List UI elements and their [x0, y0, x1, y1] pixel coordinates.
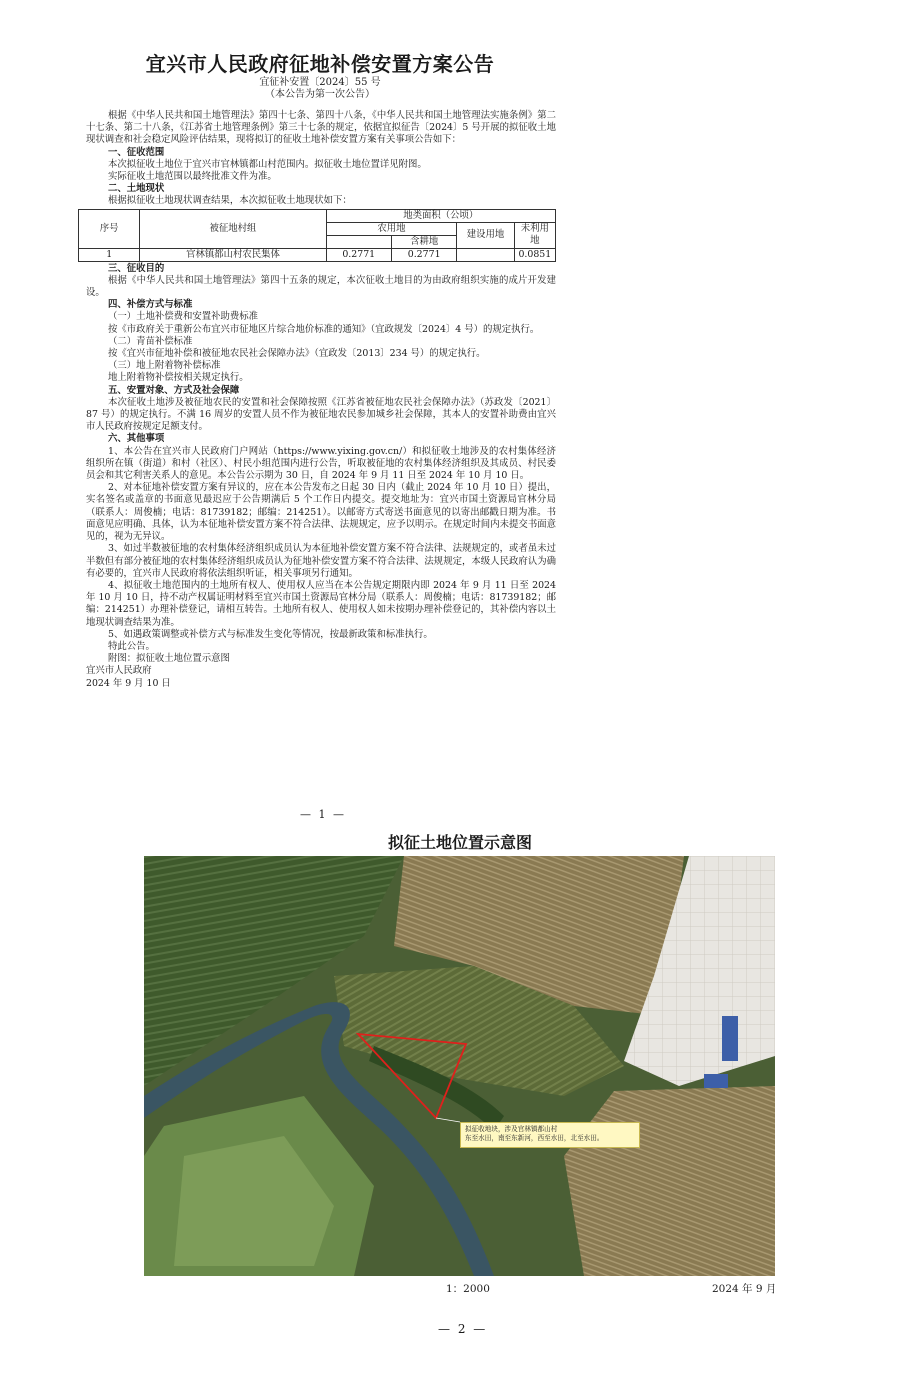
callout-line-1: 拟征收地块，涉及官林镇都山村 — [465, 1125, 558, 1133]
attachment-text: 附图：拟征收土地位置示意图 — [108, 653, 230, 665]
announcement-body — [86, 110, 556, 690]
map-date: 2024 年 9 月 — [712, 1283, 777, 1295]
map-scale: 1：2000 — [446, 1283, 490, 1295]
section-3-paragraph: 根据《中华人民共和国土地管理法》第四十五条的规定，本次征收土地目的为由政府组织实施的成片开发建设。 — [86, 274, 556, 299]
table-header-area: 地类面积（公顷） — [326, 209, 555, 222]
table-header-arable: 含耕地 — [391, 235, 456, 248]
document-number: 宜征补安置〔2024〕55 号 — [259, 77, 381, 88]
section-2-heading: 二、土地现状 — [108, 183, 165, 195]
table-cell-no: 1 — [79, 248, 140, 261]
signature-org: 宜兴市人民政府 — [86, 665, 152, 677]
section-5-paragraph: 本次征收土地涉及被征地农民的安置和社会保障按照《江苏省被征地农民社会保障办法》（苏政发〔2021〕87 号）的规定执行。不满 16 周岁的安置人员不作为被征地农民参加城乡社会保障，其本人的安置补助费由宜兴市人民政府按规定足额支付。 — [86, 396, 556, 433]
section-6-paragraph: 4、拟征收土地范围内的土地所有权人、使用权人应当在本公告规定期限内即 2024 年 9 月 11 日至 2024 年 10 月 10 日，持不动产权属证明材料至宜兴市国土资源局官林分局（联系人：周俊楠；电话：81739182；邮编：214251）办理补偿登记，请相互转告。土地所有权人、使用权人如未按期办理补偿登记的，其补偿内容以土地现状调查结果为准。 — [86, 579, 556, 628]
signature-date: 2024 年 9 月 10 日 — [86, 677, 171, 689]
map-title: 拟征土地位置示意图 — [387, 833, 532, 852]
table-header-unused: 未利用地 — [514, 222, 555, 248]
section-4-paragraph: 按《宜兴市征地补偿和被征地农民社会保障办法》（宜政发〔2013〕234 号）的规定执行。 — [108, 348, 486, 360]
section-6-heading: 六、其他事项 — [108, 433, 165, 445]
table-cell-agri: 0.2771 — [326, 248, 391, 261]
table-header-construction: 建设用地 — [457, 222, 514, 248]
land-status-table — [78, 209, 556, 262]
section-4-paragraph: 地上附着物补偿按相关规定执行。 — [108, 372, 249, 384]
table-cell-unused: 0.0851 — [514, 248, 555, 261]
section-3-heading: 三、征收目的 — [108, 262, 165, 274]
section-1-paragraph: 实际征收土地范围以最终批准文件为准。 — [108, 171, 277, 183]
table-header-agri-total — [326, 235, 391, 248]
section-4-heading: 四、补偿方式与标准 — [108, 299, 193, 311]
table-row — [79, 248, 556, 261]
section-5-heading: 五、安置对象、方式及社会保障 — [108, 384, 240, 396]
section-4-paragraph: 按《市政府关于重新公布宜兴市征地区片综合地价标准的通知》（宜政规发〔2024〕4 号）的规定执行。 — [108, 323, 540, 335]
table-header-village: 被征地村组 — [140, 209, 326, 248]
parcel-callout — [460, 1122, 640, 1148]
section-6-paragraph: 3、如过半数被征地的农村集体经济组织成员认为本征地补偿安置方案不符合法律、法规规定的，或者虽未过半数但有部分被征地的农村集体经济组织成员认为征地补偿安置方案不符合法律、法规规定，本级人民政府认为确有必要的，宜兴市人民政府将依法组织听证，相关事项另行通知。 — [86, 543, 556, 579]
page-number-1: — 1 — — [300, 808, 346, 821]
satellite-map — [144, 856, 775, 1276]
section-4-subheading: （一）土地补偿费和安置补助费标准 — [108, 311, 259, 323]
map-imagery — [144, 856, 775, 1276]
page-number-2: — 2 — — [438, 1322, 488, 1336]
section-6-paragraph: 1、本公告在宜兴市人民政府门户网站（https://www.yixing.gov.cn/）和拟征收土地涉及的农村集体经济组织所在镇（街道）和村（社区）、村民小组范围内进行公告，听取被征地的农村集体经济组织及其成员、村民委员会和其它利害关系人的意见。本公告公示期为 30 日，自 2024 年 9 月 11 日至 2024 年 10 月 10 日。 — [86, 445, 556, 482]
building-roof — [704, 1074, 728, 1088]
section-1-heading: 一、征收范围 — [108, 146, 165, 158]
notice-number: （本公告为第一次公告） — [265, 89, 375, 100]
section-4-subheading: （三）地上附着物补偿标准 — [108, 360, 221, 372]
section-1-paragraph: 本次拟征收土地位于宜兴市官林镇都山村范围内。拟征收土地位置详见附图。 — [108, 158, 427, 170]
intro-paragraph: 根据《中华人民共和国土地管理法》第四十七条、第四十八条，《中华人民共和国土地管理法实施条例》第二十七条、第二十八条，《江苏省土地管理条例》第三十七条的规定，依据宜拟征告〔2024〕5 号开展的拟征收土地现状调查和社会稳定风险评估结果，现将拟订的征收土地补偿安置方案有关事项公告如下： — [86, 110, 556, 146]
callout-line-2: 东至水田，南至东新河，西至水田，北至水田。 — [465, 1134, 604, 1142]
table-header-no: 序号 — [79, 209, 140, 248]
section-6-paragraph: 5、如遇政策调整或补偿方式与标准发生变化等情况，按最新政策和标准执行。 — [108, 628, 433, 640]
section-2-paragraph: 根据拟征收土地现状调查结果，本次拟征收土地现状如下： — [108, 195, 352, 207]
table-cell-arable: 0.2771 — [391, 248, 456, 261]
section-4-subheading: （二）青苗补偿标准 — [108, 335, 193, 347]
page-title: 宜兴市人民政府征地补偿安置方案公告 — [145, 52, 495, 76]
table-cell-village: 官林镇都山村农民集体 — [140, 248, 326, 261]
closing-text: 特此公告。 — [108, 640, 155, 652]
land-status-table-wrapper — [78, 209, 556, 262]
table-header-agri: 农用地 — [326, 222, 457, 235]
section-6-paragraph: 2、对本征地补偿安置方案有异议的，应在本公告发布之日起 30 日内（截止 2024 年 10 月 10 日）提出，实名签名或盖章的书面意见最迟应于公告期满后 5 个工作日内提交。提交地址为：宜兴市国土资源局官林分局（联系人：周俊楠；电话：81739182；邮编：214251）。以邮寄方式寄送书面意见的以寄出邮戳日期为准。书面意见应明确、具体，认为本征地补偿安置方案不符合法律、法规规定，应予以明示。在规定时间内未提交书面意见的，视为无异议。 — [86, 482, 556, 543]
table-cell-construction — [457, 248, 514, 261]
building-roof — [722, 1016, 738, 1061]
